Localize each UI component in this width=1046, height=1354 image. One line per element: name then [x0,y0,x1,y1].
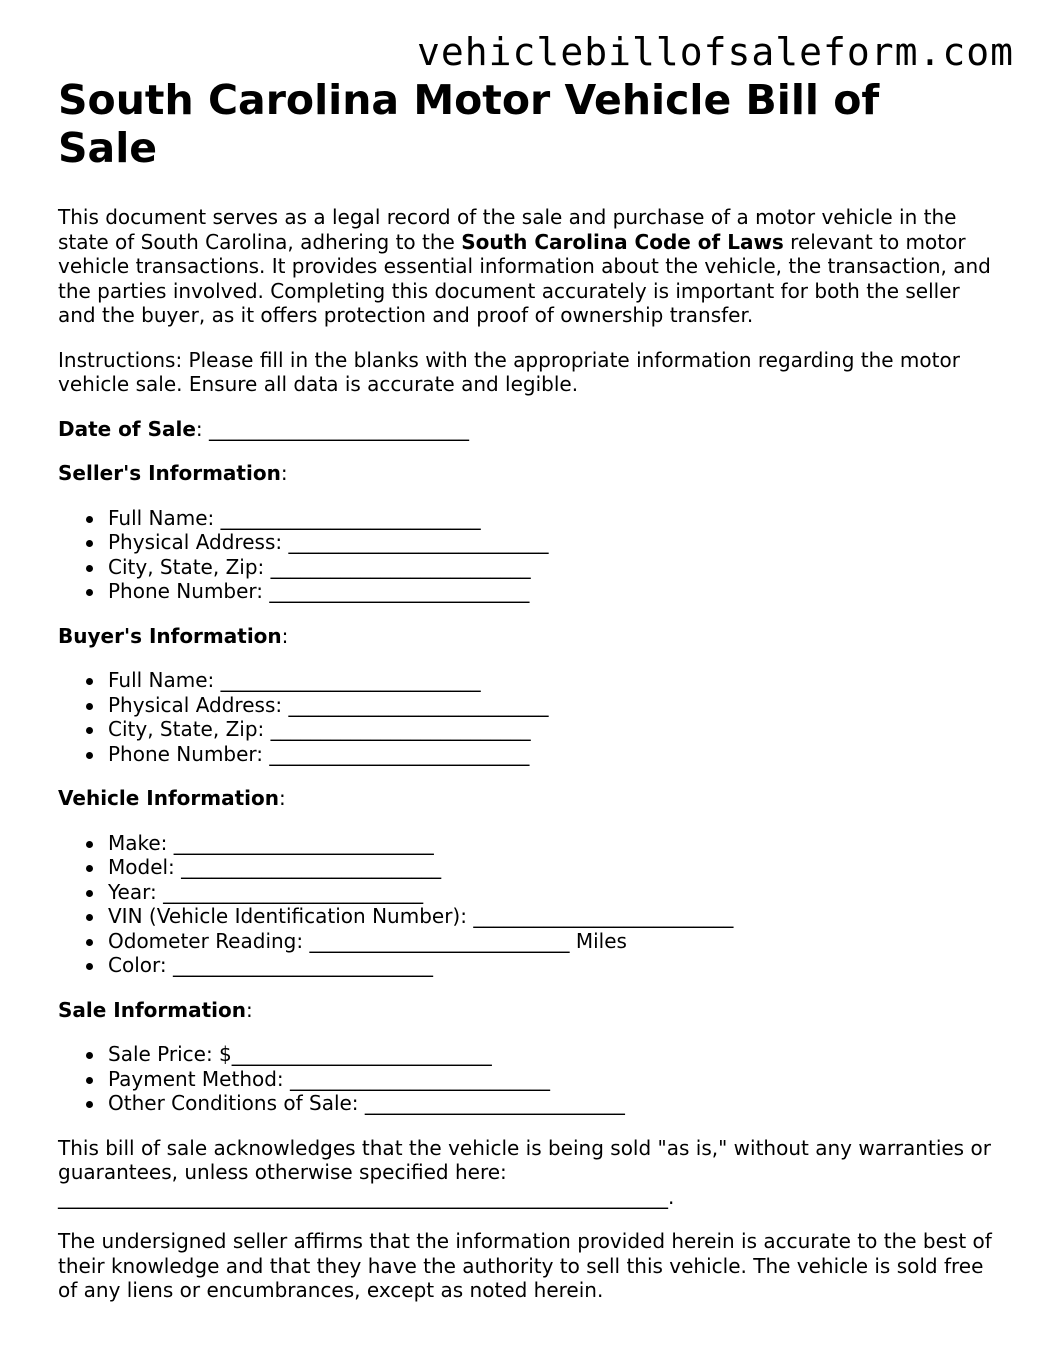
buyer-section-title [58,624,998,649]
document-title: South Carolina Motor Vehicle Bill of Sale [58,76,880,172]
vehicle-odometer-field: Odometer Reading: __________________________ Miles [108,929,998,954]
sale-price-field: Sale Price: $__________________________ [108,1042,998,1067]
seller-section-label: Seller's Information [58,461,281,485]
intro-text-start: This document serves as a legal record of the sale and purchase of a motor vehicle in the state of South Carolina, adhering to the [58,205,957,254]
vehicle-make-field: Make: __________________________ [108,831,998,856]
date-of-sale-field [58,417,998,442]
buyer-phone-field: Phone Number: __________________________ [108,742,998,767]
buyer-fields-list [58,668,998,766]
intro-law-emphasis: South Carolina Code of Laws [461,229,784,254]
as-is-warranty-text: This bill of sale acknowledges that the vehicle is being sold "as is," without any warranties or guarantees, unless otherwise specified here: [58,1135,991,1184]
document-body [58,76,998,1303]
buyer-section-colon: : [281,623,289,648]
buyer-section-label: Buyer's Information [58,623,282,648]
payment-method-field: Payment Method: __________________________ [108,1067,998,1092]
seller-address-field: Physical Address: __________________________ [108,530,998,555]
seller-fields-list [58,506,998,604]
date-of-sale-label: Date of Sale [58,416,196,441]
as-is-warranty-paragraph [58,1136,998,1210]
intro-text-end: relevant to motor vehicle transactions. It provides essential information about the vehicle, the transaction, and the parties involved. Completing this document accurately is important for both the seller and the buyer, as it offers protection and proof of ownership transfer. [58,229,991,327]
seller-affirmation-paragraph: The undersigned seller affirms that the information provided herein is accurate to the best of their knowledge and that they have the authority to sell this vehicle. The vehicle is sold free of any liens or encumbrances, except as noted herein. [58,1229,992,1302]
seller-section-title [58,461,998,486]
seller-section-colon: : [280,461,288,485]
instructions-paragraph: Instructions: Please fill in the blanks with the appropriate information regarding the motor vehicle sale. Ensure all data is accurate and legible. [58,347,960,396]
seller-phone-field: Phone Number: __________________________ [108,579,998,604]
sale-section-title [58,998,998,1023]
seller-city-state-zip-field: City, State, Zip: __________________________ [108,555,998,580]
vehicle-section-label: Vehicle Information [58,786,279,810]
other-conditions-field: Other Conditions of Sale: __________________________ [108,1091,998,1116]
sale-section-label: Sale Information [58,997,246,1022]
buyer-city-state-zip-field: City, State, Zip: __________________________ [108,717,998,742]
vehicle-fields-list [58,831,998,978]
date-of-sale-blank: : __________________________ [195,416,470,441]
buyer-address-field: Physical Address: __________________________ [108,693,998,718]
vehicle-section-title [58,786,998,811]
site-watermark: vehiclebillofsaleform.com [417,30,1014,74]
vehicle-color-field: Color: __________________________ [108,953,998,978]
intro-paragraph [58,205,998,328]
vehicle-section-colon: : [279,786,286,810]
vehicle-model-field: Model: __________________________ [108,855,998,880]
as-is-warranty-blank: _____________________________________________________________. [58,1184,675,1209]
vehicle-year-field: Year: __________________________ [108,880,998,905]
sale-section-colon: : [246,997,253,1022]
vehicle-vin-field: VIN (Vehicle Identification Number): __________________________ [108,904,998,929]
sale-fields-list [58,1042,998,1116]
seller-full-name-field: Full Name: __________________________ [108,506,998,531]
buyer-full-name-field: Full Name: __________________________ [108,668,998,693]
